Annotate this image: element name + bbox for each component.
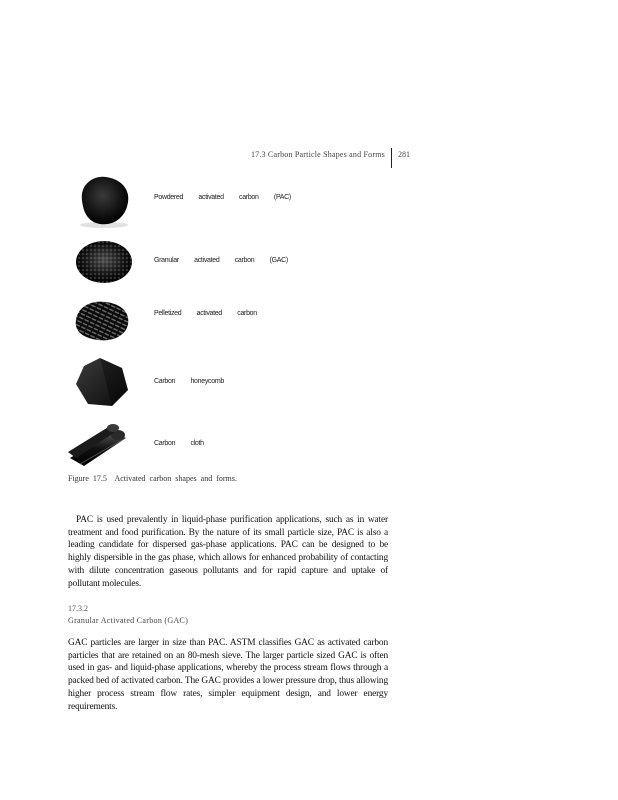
page-number: 281 xyxy=(398,150,410,159)
figure-item-label: Carbon cloth xyxy=(154,440,204,447)
figure-caption: Figure 17.5 Activated carbon shapes and forms. xyxy=(68,474,237,483)
section-number: 17.3.2 xyxy=(68,604,88,613)
figure-item-cloth xyxy=(66,414,366,474)
body-paragraph xyxy=(68,514,388,590)
pelletized-carbon-image xyxy=(66,288,136,348)
paragraph-text: GAC particles are larger in size than PAC. ASTM classifies GAC as activated carbon particles that are retained on an 80-mesh sieve. The larger particle sized GAC is often used in gas- and liquid-phase applications, whereby the process stream flows through a packed bed of activated carbon. The GAC provides a lower pressure drop, thus allowing higher process stream flow rates, simpler equipment design, and lower energy requirements. xyxy=(68,638,388,712)
running-head-title: 17.3 Carbon Particle Shapes and Forms xyxy=(250,150,385,159)
figure-item-label: Powdered activated carbon (PAC) xyxy=(154,194,291,201)
carbon-cloth-image xyxy=(66,414,136,474)
body-paragraph xyxy=(68,637,388,713)
granular-carbon-image xyxy=(66,233,136,293)
figure-item-label: Pelletized activated carbon xyxy=(154,310,257,317)
figure-item-label: Carbon honeycomb xyxy=(154,378,224,385)
section-heading: Granular Activated Carbon (GAC) xyxy=(68,616,189,625)
running-head-divider xyxy=(391,148,392,168)
paragraph-text: PAC is used prevalently in liquid-phase purification applications, such as in water treatment and food purification. By the nature of its small particle size, PAC is also a leading candidate for dispersed gas-phase applications. PAC can be designed to be highly dispersible in the gas phase, which allows for enhanced probability of contacting with dilute concentration gaseous pollutants and for rapid capture and uptake of pollutant molecules. xyxy=(68,515,388,589)
figure-item-label: Granular activated carbon (GAC) xyxy=(154,257,288,264)
running-head xyxy=(240,150,410,170)
figure-item-honeycomb xyxy=(66,352,366,412)
figure-item-pac xyxy=(66,170,366,230)
figure-item-pellet xyxy=(66,288,366,348)
carbon-honeycomb-image xyxy=(66,352,136,412)
figure-item-gac xyxy=(66,233,366,293)
powdered-carbon-image xyxy=(66,170,136,230)
